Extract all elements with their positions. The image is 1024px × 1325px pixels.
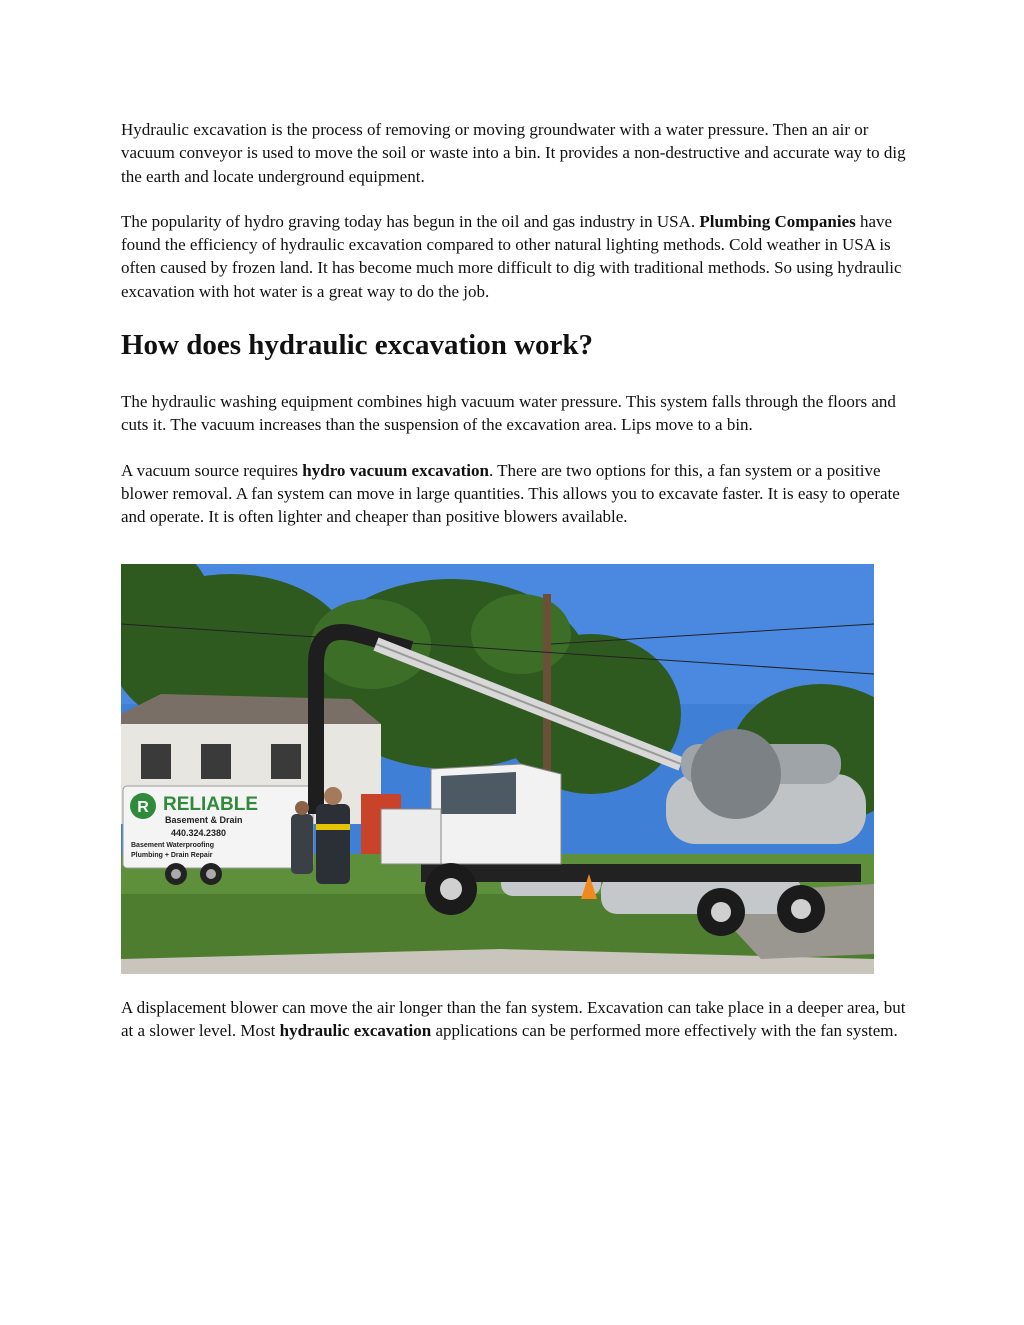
excavation-truck-photo [121, 564, 874, 974]
paragraph-popularity-text-1: The popularity of hydro graving today has begun in the oil and gas industry in USA. [121, 211, 700, 231]
trailer-line1-text: Basement Waterproofing [131, 841, 214, 849]
trailer-phone-text: 440.324.2380 [171, 827, 227, 838]
paragraph-washing: The hydraulic washing equipment combines high vacuum water pressure. This system falls through the floors and cuts it. The vacuum increases than the suspension of the excavation area. Lips move to a bin. [121, 392, 896, 435]
trailer-brand-text: RELIABLE [163, 793, 258, 815]
paragraph-intro: Hydraulic excavation is the process of removing or moving groundwater with a water pressure. Then an air or vacuum conveyor is used to move the soil or waste into a bin. It provides a non-destructive and accurate way to dig the earth and locate underground equipment. [121, 120, 906, 186]
hydraulic-excavation-link[interactable]: hydraulic excavation [279, 1020, 432, 1040]
plumbing-companies-link[interactable]: Plumbing Companies [699, 211, 856, 231]
hydro-vacuum-excavation-link[interactable]: hydro vacuum excavation [302, 460, 489, 480]
trailer-line2-text: Plumbing + Drain Repair [131, 851, 213, 859]
section-heading: How does hydraulic excavation work? [121, 329, 594, 362]
paragraph-vacuum-source [121, 459, 911, 529]
article-body [121, 118, 911, 1042]
paragraph-vacuum-text-2: . There are two options for this, a fan system or a positive blower removal. A fan system can move in large quantities. This allows you to excavate faster. It is easy to operate and operate. It is often lighter and cheaper than positive blowers available. [121, 460, 900, 527]
svg-text:R: R [137, 798, 149, 816]
paragraph-displacement-text-2: applications can be performed more effectively with the fan system. [431, 1020, 898, 1040]
paragraph-vacuum-text-1: A vacuum source requires [121, 460, 303, 480]
trailer-subtitle-text: Basement & Drain [165, 814, 243, 825]
paragraph-popularity [121, 210, 911, 303]
paragraph-displacement [121, 996, 911, 1043]
paragraph-displacement-text-1: A displacement blower can move the air longer than the fan system. Excavation can take place in a deeper area, but at a slower level. Most [121, 997, 906, 1040]
paragraph-popularity-text-2: have found the efficiency of hydraulic excavation compared to other natural lighting methods. Cold weather in USA is often caused by frozen land. It has become much more difficult to dig with traditional methods. So using hydraulic excavation with hot water is a great way to do the job. [121, 211, 902, 301]
